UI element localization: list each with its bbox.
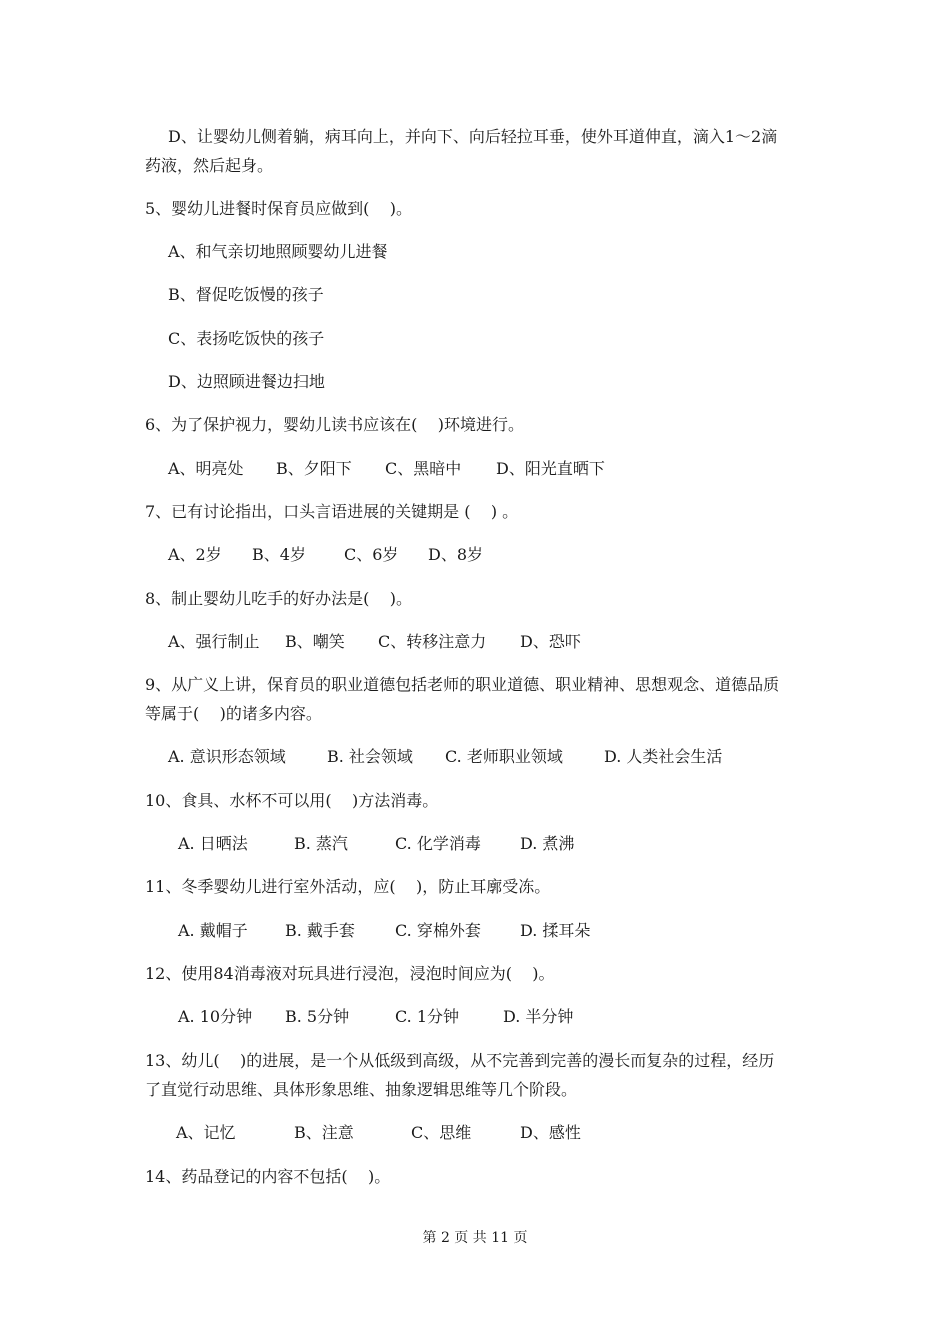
q6-option-b: B、夕阳下 bbox=[276, 459, 352, 478]
q10-option-b: B. 蒸汽 bbox=[294, 834, 348, 853]
q10-stem: 10、食具、水杯不可以用( )方法消毒。 bbox=[145, 791, 439, 810]
q6-option-a: A、明亮处 bbox=[168, 459, 244, 478]
q8-option-c: C、转移注意力 bbox=[378, 632, 487, 651]
q11-option-a: A. 戴帽子 bbox=[178, 921, 248, 940]
q7-stem: 7、已有讨论指出，口头言语进展的关键期是 ( ) 。 bbox=[145, 502, 519, 521]
q5-option-b: B、督促吃饭慢的孩子 bbox=[168, 285, 324, 304]
q9-stem-line1: 9、从广义上讲，保育员的职业道德包括老师的职业道德、职业精神、思想观念、道德品质 bbox=[145, 675, 780, 694]
q13-option-d: D、感性 bbox=[520, 1123, 581, 1142]
q7-option-c: C、6岁 bbox=[344, 545, 399, 564]
q10-option-d: D. 煮沸 bbox=[520, 834, 575, 853]
q13-option-a: A、记忆 bbox=[176, 1123, 236, 1142]
q11-option-c: C. 穿棉外套 bbox=[395, 921, 481, 940]
q8-option-d: D、恐吓 bbox=[520, 632, 581, 651]
q6-option-c: C、黑暗中 bbox=[385, 459, 462, 478]
q5-option-a: A、和气亲切地照顾婴幼儿进餐 bbox=[168, 242, 388, 261]
q9-stem-line2: 等属于( )的诸多内容。 bbox=[145, 704, 322, 723]
q12-option-d: D. 半分钟 bbox=[503, 1007, 574, 1026]
q5-option-c: C、表扬吃饭快的孩子 bbox=[168, 329, 325, 348]
q12-option-c: C. 1分钟 bbox=[395, 1007, 460, 1026]
q5-stem: 5、婴幼儿进餐时保育员应做到( )。 bbox=[145, 199, 413, 218]
q6-option-d: D、阳光直晒下 bbox=[496, 459, 605, 478]
q13-option-b: B、注意 bbox=[294, 1123, 354, 1142]
q5-option-d: D、边照顾进餐边扫地 bbox=[168, 372, 325, 391]
q4-option-d-line1: D、让婴幼儿侧着躺，病耳向上，并向下、向后轻拉耳垂，使外耳道伸直，滴入1～2滴 bbox=[168, 127, 778, 146]
q13-option-c: C、思维 bbox=[411, 1123, 472, 1142]
q9-option-b: B. 社会领域 bbox=[327, 747, 413, 766]
q9-option-a: A. 意识形态领域 bbox=[168, 747, 286, 766]
q7-option-b: B、4岁 bbox=[252, 545, 306, 564]
q8-option-a: A、强行制止 bbox=[168, 632, 260, 651]
q10-option-a: A. 日晒法 bbox=[178, 834, 248, 853]
q13-stem-line1: 13、幼儿( )的进展，是一个从低级到高级，从不完善到完善的漫长而复杂的过程，经历 bbox=[145, 1051, 775, 1070]
q12-option-b: B. 5分钟 bbox=[285, 1007, 350, 1026]
q9-option-c: C. 老师职业领域 bbox=[445, 747, 563, 766]
q8-stem: 8、制止婴幼儿吃手的好办法是( )。 bbox=[145, 589, 413, 608]
q8-option-b: B、嘲笑 bbox=[285, 632, 345, 651]
q10-option-c: C. 化学消毒 bbox=[395, 834, 481, 853]
q7-option-d: D、8岁 bbox=[428, 545, 484, 564]
q9-option-d: D. 人类社会生活 bbox=[604, 747, 723, 766]
q12-stem: 12、使用84消毒液对玩具进行浸泡，浸泡时间应为( )。 bbox=[145, 964, 555, 983]
q13-stem-line2: 了直觉行动思维、具体形象思维、抽象逻辑思维等几个阶段。 bbox=[145, 1080, 578, 1099]
q11-option-b: B. 戴手套 bbox=[285, 921, 355, 940]
q12-option-a: A. 10分钟 bbox=[178, 1007, 253, 1026]
page-footer: 第 2 页 共 11 页 bbox=[422, 1230, 528, 1246]
q11-stem: 11、冬季婴幼儿进行室外活动，应( )，防止耳廓受冻。 bbox=[145, 877, 551, 896]
q11-option-d: D. 揉耳朵 bbox=[520, 921, 591, 940]
q14-stem: 14、药品登记的内容不包括( )。 bbox=[145, 1167, 391, 1186]
q7-option-a: A、2岁 bbox=[168, 545, 222, 564]
q6-stem: 6、为了保护视力，婴幼儿读书应该在( )环境进行。 bbox=[145, 415, 525, 434]
q4-option-d-line2: 药液，然后起身。 bbox=[145, 156, 274, 175]
